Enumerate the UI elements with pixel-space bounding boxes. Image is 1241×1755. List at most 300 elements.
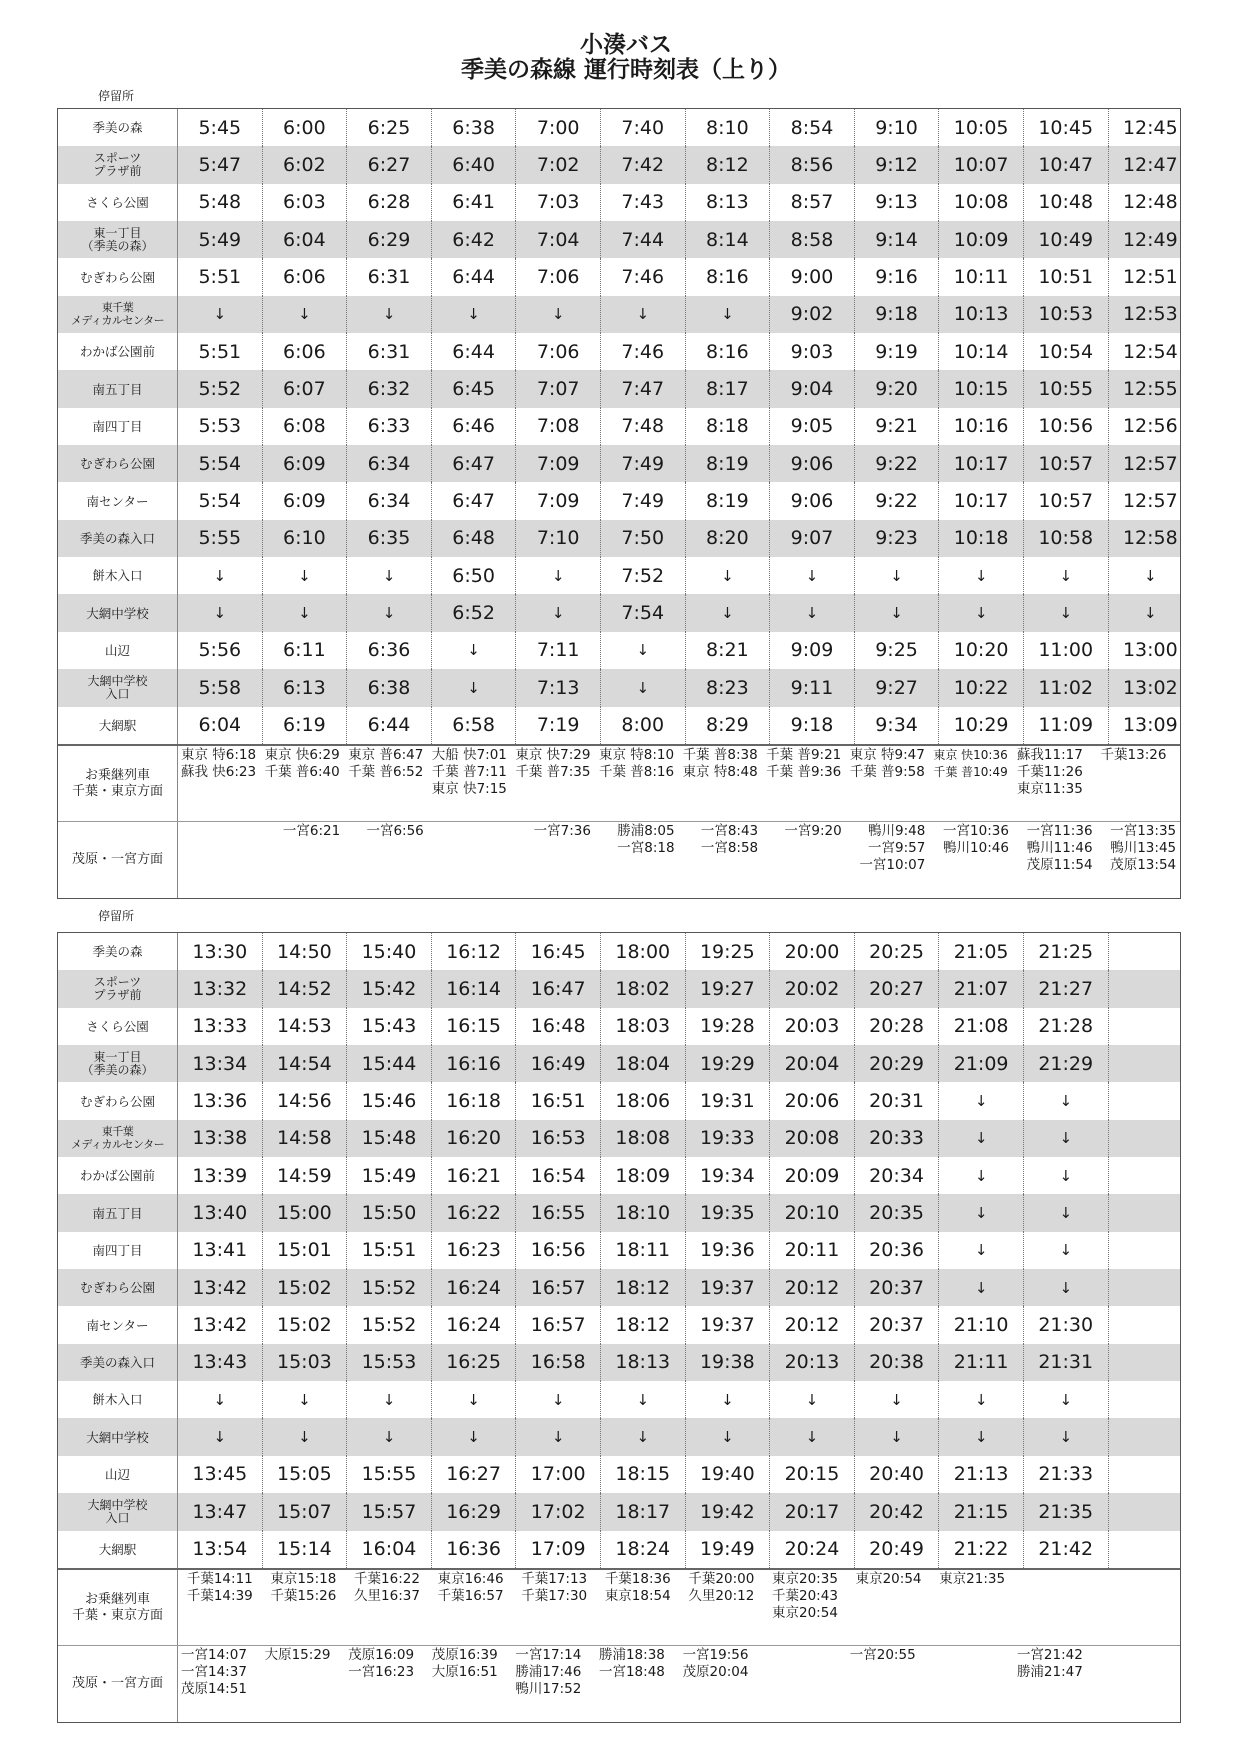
pass-arrow-icon: ↓ bbox=[178, 594, 263, 631]
pass-arrow-icon: ↓ bbox=[178, 557, 263, 594]
transfer-cell bbox=[429, 746, 513, 822]
pass-arrow-icon: ↓ bbox=[770, 1418, 855, 1455]
departure-time: 7:54 bbox=[601, 594, 686, 631]
departure-time: 6:11 bbox=[263, 632, 348, 669]
departure-time: 9:11 bbox=[770, 669, 855, 706]
departure-time: 10:18 bbox=[939, 520, 1024, 557]
departure-time: 8:12 bbox=[686, 146, 771, 183]
pass-arrow-icon: ↓ bbox=[601, 296, 686, 333]
transfer-cell bbox=[680, 1646, 764, 1722]
departure-time: 6:40 bbox=[432, 146, 517, 183]
departure-time: 15:53 bbox=[347, 1344, 432, 1381]
departure-time: 6:08 bbox=[263, 408, 348, 445]
timetable-row bbox=[58, 482, 1180, 519]
departure-time: 10:57 bbox=[1024, 482, 1109, 519]
transfer-cell bbox=[763, 746, 847, 822]
pass-arrow-icon: ↓ bbox=[1024, 1194, 1109, 1231]
departure-time: 9:04 bbox=[770, 370, 855, 407]
transfer-train: 東京16:46 bbox=[437, 1570, 504, 1587]
pass-arrow-icon: ↓ bbox=[939, 1157, 1024, 1194]
departure-time: 10:07 bbox=[939, 146, 1024, 183]
stop-name: 季美の森入口 bbox=[58, 1344, 178, 1381]
transfer-cell bbox=[429, 1570, 513, 1646]
departure-time: 9:19 bbox=[855, 333, 940, 370]
departure-time: 18:00 bbox=[601, 933, 686, 970]
departure-time: 9:06 bbox=[770, 482, 855, 519]
departure-time: 14:50 bbox=[263, 933, 348, 970]
departure-time: 20:24 bbox=[770, 1531, 855, 1568]
departure-time bbox=[1109, 1232, 1193, 1269]
departure-time: 6:27 bbox=[347, 146, 432, 183]
transfer-cell bbox=[429, 822, 513, 898]
pass-arrow-icon: ↓ bbox=[855, 1381, 940, 1418]
transfer-train: 東京 特9:47 bbox=[849, 746, 925, 763]
departure-time: 15:07 bbox=[263, 1493, 348, 1530]
timetable-row bbox=[58, 445, 1180, 482]
pass-arrow-icon: ↓ bbox=[516, 594, 601, 631]
transfer-train: 久里20:12 bbox=[688, 1587, 755, 1604]
transfer-train: 一宮10:36 bbox=[943, 823, 1009, 840]
transfer-train: 一宮17:14 bbox=[515, 1647, 582, 1664]
timetable-morning bbox=[57, 108, 1181, 899]
departure-time: 19:28 bbox=[686, 1008, 771, 1045]
transfer-train: 大原15:29 bbox=[264, 1647, 331, 1664]
transfer-train: 千葉17:30 bbox=[521, 1587, 588, 1604]
pass-arrow-icon: ↓ bbox=[516, 1381, 601, 1418]
departure-time: 10:54 bbox=[1024, 333, 1109, 370]
departure-time: 6:34 bbox=[347, 482, 432, 519]
departure-time: 18:03 bbox=[601, 1008, 686, 1045]
transfer-cell bbox=[262, 1646, 346, 1722]
departure-time: 14:52 bbox=[263, 970, 348, 1007]
departure-time: 12:51 bbox=[1122, 266, 1178, 289]
departure-time: 20:42 bbox=[855, 1493, 940, 1530]
departure-time: 12:48 bbox=[1122, 191, 1178, 214]
departure-time: 20:00 bbox=[770, 933, 855, 970]
pass-arrow-icon: ↓ bbox=[855, 1418, 940, 1455]
departure-time bbox=[1109, 1082, 1193, 1119]
pass-arrow-icon: ↓ bbox=[432, 669, 517, 706]
transfer-cell bbox=[512, 822, 596, 898]
transfer-cell bbox=[1098, 1646, 1182, 1722]
departure-time: 15:57 bbox=[347, 1493, 432, 1530]
transfer-train: 東京 快6:29 bbox=[264, 746, 340, 763]
transfer-cell bbox=[763, 1570, 847, 1646]
transfer-train: 一宮10:07 bbox=[859, 857, 926, 874]
departure-time: 6:31 bbox=[347, 258, 432, 295]
transfer-train: 千葉 普9:36 bbox=[766, 763, 842, 780]
transfer-train: 一宮8:18 bbox=[617, 840, 675, 857]
departure-time: 6:07 bbox=[263, 370, 348, 407]
departure-time: 6:33 bbox=[347, 408, 432, 445]
departure-time: 10:53 bbox=[1024, 296, 1109, 333]
departure-time: 16:49 bbox=[516, 1045, 601, 1082]
departure-time: 6:44 bbox=[432, 258, 517, 295]
departure-time: 15:55 bbox=[347, 1456, 432, 1493]
transfer-train: 一宮6:21 bbox=[282, 823, 341, 840]
departure-time: 6:38 bbox=[432, 109, 517, 146]
departure-time: 6:02 bbox=[263, 146, 348, 183]
departure-time: 9:21 bbox=[855, 408, 940, 445]
departure-time: 5:56 bbox=[178, 632, 263, 669]
departure-time: 15:02 bbox=[263, 1269, 348, 1306]
transfer-cell bbox=[930, 1646, 1014, 1722]
departure-time: 20:49 bbox=[855, 1531, 940, 1568]
departure-time: 18:13 bbox=[601, 1344, 686, 1381]
stop-name: むぎわら公園 bbox=[58, 1082, 178, 1119]
pass-arrow-icon: ↓ bbox=[939, 1082, 1024, 1119]
departure-time: 16:04 bbox=[347, 1531, 432, 1568]
departure-time: 7:43 bbox=[601, 184, 686, 221]
departure-time: 16:14 bbox=[432, 970, 517, 1007]
departure-time: 8:54 bbox=[770, 109, 855, 146]
transfer-train: 千葉 普9:21 bbox=[766, 746, 842, 763]
departure-time: 19:37 bbox=[686, 1306, 771, 1343]
departure-time: 7:10 bbox=[516, 520, 601, 557]
timetable-row bbox=[58, 184, 1180, 221]
departure-time: 20:25 bbox=[855, 933, 940, 970]
transfer-train: 千葉 普7:11 bbox=[431, 763, 507, 780]
departure-time: 12:53 bbox=[1122, 303, 1178, 326]
transfer-cell bbox=[680, 1570, 764, 1646]
timetable-row bbox=[58, 1418, 1180, 1455]
departure-time: 15:01 bbox=[263, 1232, 348, 1269]
pass-arrow-icon: ↓ bbox=[601, 1418, 686, 1455]
pass-arrow-icon: ↓ bbox=[686, 594, 771, 631]
timetable-row bbox=[58, 1194, 1180, 1231]
departure-time: 12:49 bbox=[1122, 228, 1178, 251]
departure-time bbox=[1109, 1045, 1193, 1082]
stop-name: 季美の森入口 bbox=[58, 520, 178, 557]
timetable-row bbox=[58, 520, 1180, 557]
transfer-train: 千葉14:11 bbox=[186, 1570, 253, 1587]
departure-time: 10:48 bbox=[1024, 184, 1109, 221]
departure-time: 8:14 bbox=[686, 221, 771, 258]
transfer-train: 千葉14:39 bbox=[186, 1587, 253, 1604]
departure-time: 8:00 bbox=[601, 707, 686, 744]
departure-time: 7:47 bbox=[601, 370, 686, 407]
pass-arrow-icon: ↓ bbox=[263, 1381, 348, 1418]
stop-name: わかば公園前 bbox=[58, 1157, 178, 1194]
transfer-row-mobara-ichinomiya bbox=[58, 1645, 1180, 1722]
departure-time: 9:06 bbox=[770, 445, 855, 482]
transfer-train: 千葉 普10:49 bbox=[933, 764, 1008, 779]
departure-time: 18:12 bbox=[601, 1306, 686, 1343]
transfer-train: 東京18:54 bbox=[604, 1587, 671, 1604]
pass-arrow-icon: ↓ bbox=[939, 1232, 1024, 1269]
departure-time: 18:15 bbox=[601, 1456, 686, 1493]
timetable-row bbox=[58, 109, 1180, 146]
departure-time: 6:38 bbox=[347, 669, 432, 706]
stop-name: スポーツ プラザ前 bbox=[58, 970, 178, 1007]
transfer-train: 一宮18:48 bbox=[598, 1664, 665, 1681]
transfer-train: 千葉 普7:35 bbox=[515, 763, 591, 780]
timetable-row bbox=[58, 408, 1180, 445]
departure-time: 7:03 bbox=[516, 184, 601, 221]
departure-time: 16:36 bbox=[432, 1531, 517, 1568]
departure-time: 20:37 bbox=[855, 1269, 940, 1306]
transfer-train: 鴨川13:45 bbox=[1110, 840, 1177, 857]
pass-arrow-icon: ↓ bbox=[601, 1381, 686, 1418]
departure-time: 10:08 bbox=[939, 184, 1024, 221]
timetable-row bbox=[58, 1344, 1180, 1381]
departure-time: 6:04 bbox=[178, 707, 263, 744]
departure-time: 6:44 bbox=[347, 707, 432, 744]
departure-time: 18:10 bbox=[601, 1194, 686, 1231]
departure-time: 6:41 bbox=[432, 184, 517, 221]
departure-time: 18:11 bbox=[601, 1232, 686, 1269]
transfer-train: 東京15:18 bbox=[270, 1570, 337, 1587]
stop-name: 季美の森 bbox=[58, 933, 178, 970]
transfer-cell bbox=[178, 822, 262, 898]
departure-time: 19:35 bbox=[686, 1194, 771, 1231]
departure-time: 9:05 bbox=[770, 408, 855, 445]
transfer-cell bbox=[680, 822, 764, 898]
stop-name: わかば公園前 bbox=[58, 333, 178, 370]
departure-time: 5:58 bbox=[178, 669, 263, 706]
departure-time: 16:20 bbox=[432, 1120, 517, 1157]
stop-name: 餅木入口 bbox=[58, 557, 178, 594]
pass-arrow-icon: ↓ bbox=[347, 594, 432, 631]
pass-arrow-icon: ↓ bbox=[939, 557, 1024, 594]
departure-time: 10:45 bbox=[1024, 109, 1109, 146]
departure-time: 20:11 bbox=[770, 1232, 855, 1269]
stop-name: 大網中学校 bbox=[58, 1418, 178, 1455]
departure-time bbox=[1109, 1008, 1193, 1045]
transfer-cell bbox=[178, 1570, 262, 1646]
pass-arrow-icon: ↓ bbox=[855, 594, 940, 631]
transfer-train: 一宮8:43 bbox=[700, 823, 759, 840]
departure-time: 9:18 bbox=[855, 296, 940, 333]
pass-arrow-icon: ↓ bbox=[939, 1381, 1024, 1418]
departure-time: 18:09 bbox=[601, 1157, 686, 1194]
departure-time: 21:13 bbox=[939, 1456, 1024, 1493]
page-title bbox=[0, 33, 1241, 83]
departure-time: 7:52 bbox=[601, 557, 686, 594]
departure-time: 7:49 bbox=[601, 445, 686, 482]
departure-time: 10:55 bbox=[1024, 370, 1109, 407]
departure-time: 8:10 bbox=[686, 109, 771, 146]
pass-arrow-icon: ↓ bbox=[347, 1418, 432, 1455]
departure-time: 7:50 bbox=[601, 520, 686, 557]
departure-time: 15:44 bbox=[347, 1045, 432, 1082]
timetable-row bbox=[58, 258, 1180, 295]
departure-time: 14:59 bbox=[263, 1157, 348, 1194]
departure-time: 18:02 bbox=[601, 970, 686, 1007]
pass-arrow-icon: ↓ bbox=[263, 557, 348, 594]
departure-time: 20:40 bbox=[855, 1456, 940, 1493]
transfer-train: 東京 特6:18 bbox=[181, 746, 257, 763]
transfer-train: 鴨川11:46 bbox=[1026, 840, 1093, 857]
departure-time: 9:00 bbox=[770, 258, 855, 295]
transfer-cell bbox=[847, 1570, 931, 1646]
departure-time: 6:36 bbox=[347, 632, 432, 669]
departure-time: 20:17 bbox=[770, 1493, 855, 1530]
departure-time: 7:06 bbox=[516, 258, 601, 295]
departure-time: 16:47 bbox=[516, 970, 601, 1007]
departure-time: 13:30 bbox=[178, 933, 263, 970]
timetable-row bbox=[58, 1381, 1180, 1418]
departure-time: 7:06 bbox=[516, 333, 601, 370]
departure-time: 20:02 bbox=[770, 970, 855, 1007]
departure-time: 20:03 bbox=[770, 1008, 855, 1045]
departure-time: 20:06 bbox=[770, 1082, 855, 1119]
transfer-train: 千葉 普9:58 bbox=[849, 763, 925, 780]
departure-time: 13:54 bbox=[178, 1531, 263, 1568]
departure-time: 21:07 bbox=[939, 970, 1024, 1007]
departure-time: 19:49 bbox=[686, 1531, 771, 1568]
departure-time: 13:33 bbox=[178, 1008, 263, 1045]
transfer-train: 東京 特8:10 bbox=[598, 746, 675, 763]
transfer-train: 東京11:35 bbox=[1016, 780, 1083, 797]
timetable-row bbox=[58, 1456, 1180, 1493]
departure-time: 6:28 bbox=[347, 184, 432, 221]
departure-time: 21:15 bbox=[939, 1493, 1024, 1530]
departure-time: 10:14 bbox=[939, 333, 1024, 370]
departure-time: 13:09 bbox=[1122, 714, 1178, 737]
departure-time: 7:09 bbox=[516, 482, 601, 519]
pass-arrow-icon: ↓ bbox=[1024, 1157, 1109, 1194]
departure-time: 10:58 bbox=[1024, 520, 1109, 557]
departure-time: 15:51 bbox=[347, 1232, 432, 1269]
departure-time: 20:04 bbox=[770, 1045, 855, 1082]
transfer-cell bbox=[262, 746, 346, 822]
departure-time: 16:57 bbox=[516, 1306, 601, 1343]
transfer-train: 勝浦18:38 bbox=[598, 1647, 665, 1664]
departure-time: 6:48 bbox=[432, 520, 517, 557]
departure-time: 16:53 bbox=[516, 1120, 601, 1157]
departure-time: 17:02 bbox=[516, 1493, 601, 1530]
pass-arrow-icon: ↓ bbox=[686, 296, 771, 333]
stop-name: むぎわら公園 bbox=[58, 445, 178, 482]
departure-time: 20:27 bbox=[855, 970, 940, 1007]
pass-arrow-icon: ↓ bbox=[432, 632, 517, 669]
pass-arrow-icon: ↓ bbox=[516, 1418, 601, 1455]
departure-time: 7:13 bbox=[516, 669, 601, 706]
departure-time: 21:33 bbox=[1024, 1456, 1109, 1493]
departure-time: 5:52 bbox=[178, 370, 263, 407]
departure-time: 13:38 bbox=[178, 1120, 263, 1157]
departure-time: 20:36 bbox=[855, 1232, 940, 1269]
departure-time: 12:45 bbox=[1122, 116, 1178, 139]
departure-time: 10:05 bbox=[939, 109, 1024, 146]
departure-time: 10:51 bbox=[1024, 258, 1109, 295]
transfer-train: 千葉 普6:40 bbox=[264, 763, 340, 780]
departure-time: 15:49 bbox=[347, 1157, 432, 1194]
departure-time: 20:37 bbox=[855, 1306, 940, 1343]
departure-time: 5:53 bbox=[178, 408, 263, 445]
pass-arrow-icon: ↓ bbox=[347, 557, 432, 594]
transfer-train: 千葉 普8:38 bbox=[682, 746, 758, 763]
departure-time: 7:42 bbox=[601, 146, 686, 183]
departure-time: 15:14 bbox=[263, 1531, 348, 1568]
departure-time: 6:25 bbox=[347, 109, 432, 146]
transfer-cell bbox=[1098, 746, 1182, 822]
departure-time: 13:47 bbox=[178, 1493, 263, 1530]
departure-time: 21:30 bbox=[1024, 1306, 1109, 1343]
departure-time: 21:28 bbox=[1024, 1008, 1109, 1045]
departure-time: 6:42 bbox=[432, 221, 517, 258]
transfer-cell bbox=[930, 746, 1014, 822]
departure-time: 17:00 bbox=[516, 1456, 601, 1493]
departure-time: 11:00 bbox=[1024, 632, 1109, 669]
departure-time: 6:34 bbox=[347, 445, 432, 482]
pass-arrow-icon: ↓ bbox=[432, 1418, 517, 1455]
departure-time: 5:51 bbox=[178, 333, 263, 370]
stop-name: 大網中学校 bbox=[58, 594, 178, 631]
transfer-cell bbox=[930, 822, 1014, 898]
transfer-cell bbox=[596, 1570, 680, 1646]
departure-time: 16:24 bbox=[432, 1306, 517, 1343]
departure-time: 12:54 bbox=[1122, 340, 1178, 363]
departure-time: 20:08 bbox=[770, 1120, 855, 1157]
departure-time: 17:09 bbox=[516, 1531, 601, 1568]
timetable-row bbox=[58, 221, 1180, 258]
departure-time: 9:16 bbox=[855, 258, 940, 295]
transfer-cell bbox=[345, 822, 429, 898]
departure-time bbox=[1109, 1418, 1193, 1455]
departure-time: 7:46 bbox=[601, 333, 686, 370]
transfer-train: 千葉11:26 bbox=[1016, 763, 1083, 780]
departure-time: 6:52 bbox=[432, 594, 517, 631]
departure-time: 20:31 bbox=[855, 1082, 940, 1119]
pass-arrow-icon: ↓ bbox=[1024, 557, 1109, 594]
departure-time: 6:19 bbox=[263, 707, 348, 744]
departure-time: 7:44 bbox=[601, 221, 686, 258]
pass-arrow-icon: ↓ bbox=[178, 1418, 263, 1455]
transfer-train: 蘇我11:17 bbox=[1016, 746, 1083, 763]
departure-time: 10:16 bbox=[939, 408, 1024, 445]
transfer-train: 一宮21:42 bbox=[1016, 1647, 1083, 1664]
transfer-cell bbox=[262, 822, 346, 898]
departure-time: 19:37 bbox=[686, 1269, 771, 1306]
departure-time: 12:57 bbox=[1122, 490, 1178, 513]
departure-time: 15:43 bbox=[347, 1008, 432, 1045]
transfer-train: 勝浦17:46 bbox=[515, 1664, 582, 1681]
departure-time: 8:17 bbox=[686, 370, 771, 407]
departure-time: 16:54 bbox=[516, 1157, 601, 1194]
departure-time: 9:03 bbox=[770, 333, 855, 370]
departure-time: 6:44 bbox=[432, 333, 517, 370]
departure-time: 18:08 bbox=[601, 1120, 686, 1157]
transfer-cell bbox=[1014, 746, 1098, 822]
pass-arrow-icon: ↓ bbox=[178, 296, 263, 333]
transfer-cell bbox=[847, 1646, 931, 1722]
departure-time: 13:42 bbox=[178, 1306, 263, 1343]
departure-time: 9:14 bbox=[855, 221, 940, 258]
departure-time: 5:54 bbox=[178, 445, 263, 482]
pass-arrow-icon: ↓ bbox=[1144, 604, 1157, 623]
pass-arrow-icon: ↓ bbox=[1024, 1120, 1109, 1157]
transfer-cell bbox=[512, 746, 596, 822]
transfer-train: 一宮14:07 bbox=[181, 1647, 247, 1664]
departure-time: 9:22 bbox=[855, 482, 940, 519]
departure-time: 6:45 bbox=[432, 370, 517, 407]
transfer-cell bbox=[345, 746, 429, 822]
transfer-cell bbox=[596, 1646, 680, 1722]
departure-time: 9:07 bbox=[770, 520, 855, 557]
departure-time: 15:02 bbox=[263, 1306, 348, 1343]
transfer-train: 千葉16:22 bbox=[354, 1570, 420, 1587]
pass-arrow-icon: ↓ bbox=[347, 296, 432, 333]
timetable-row bbox=[58, 1232, 1180, 1269]
departure-time bbox=[1109, 1493, 1193, 1530]
transfer-row-mobara-ichinomiya bbox=[58, 821, 1180, 898]
stop-name: 東一丁目 （季美の森） bbox=[58, 1045, 178, 1082]
departure-time: 8:19 bbox=[686, 445, 771, 482]
departure-time: 13:43 bbox=[178, 1344, 263, 1381]
departure-time: 18:04 bbox=[601, 1045, 686, 1082]
